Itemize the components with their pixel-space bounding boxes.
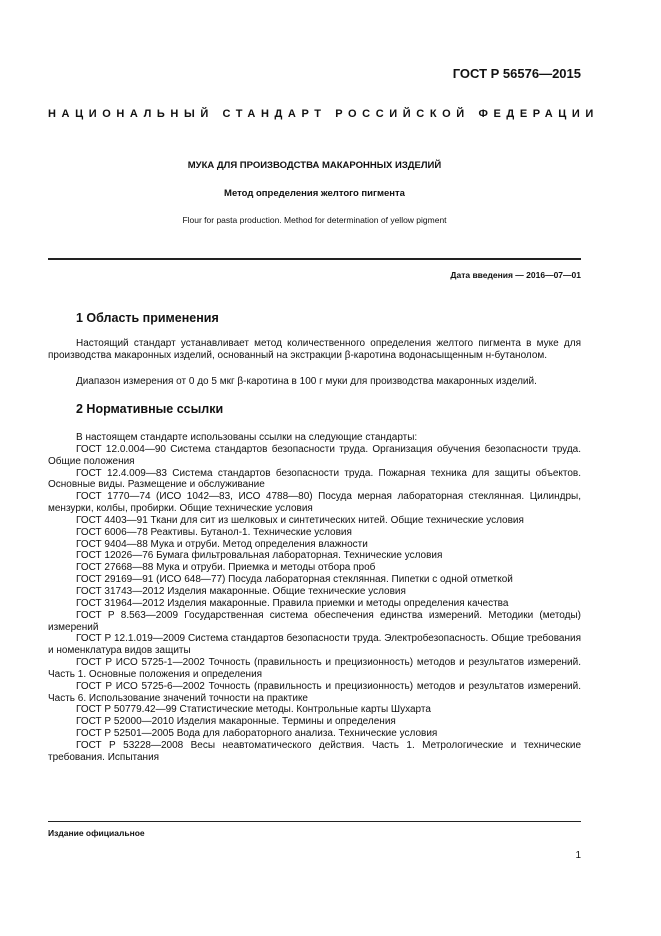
national-standard-title: НАЦИОНАЛЬНЫЙ СТАНДАРТ РОССИЙСКОЙ ФЕДЕРАЦИИ <box>48 108 599 120</box>
reference-item: ГОСТ 29169—91 (ИСО 648—77) Посуда лабораторная стеклянная. Пипетки с одной отметкой <box>76 574 513 586</box>
reference-item: ГОСТ 31964—2012 Изделия макаронные. Правила приемки и методы определения качества <box>76 597 509 609</box>
reference-item: ГОСТ Р 12.1.019—2009 Система стандартов безопасности труда. Электробезопасность. Общие требования и номенклатура видов защиты <box>48 633 581 657</box>
reference-item: ГОСТ 12.0.004—90 Система стандартов безопасности труда. Организация обучения безопасности труда. Общие положения <box>48 443 581 467</box>
document-title: МУКА ДЛЯ ПРОИЗВОДСТВА МАКАРОННЫХ ИЗДЕЛИЙ <box>187 160 442 171</box>
edition-note: Издание официальное <box>48 828 145 838</box>
references-intro: В настоящем стандарте использованы ссылки на следующие стандарты: <box>76 432 418 443</box>
reference-item: ГОСТ 6006—78 Реактивы. Бутанол-1. Технические условия <box>76 526 352 538</box>
reference-item: ГОСТ 27668—88 Мука и отруби. Приемка и методы отбора проб <box>76 562 376 574</box>
reference-item: ГОСТ 4403—91 Ткани для сит из шелковых и синтетических нитей. Общие технические условия <box>76 514 524 526</box>
reference-item: ГОСТ 1770—74 (ИСО 1042—83, ИСО 4788—80) Посуда мерная лабораторная стеклянная. Цилиндры, мензурки, колбы, пробирки. Общие технические условия <box>48 491 581 515</box>
document-subtitle: Метод определения желтого пигмента <box>224 188 405 199</box>
reference-item: ГОСТ 9404—88 Мука и отруби. Метод определения влажности <box>76 538 368 550</box>
reference-item: ГОСТ Р 52000—2010 Изделия макаронные. Термины и определения <box>76 716 396 728</box>
reference-item: ГОСТ 31743—2012 Изделия макаронные. Общие технические условия <box>76 585 406 597</box>
reference-item: ГОСТ Р 53228—2008 Весы неавтоматического действия. Часть 1. Метрологические и технические требования. Испытания <box>48 739 581 763</box>
section-2-heading: 2 Нормативные ссылки <box>76 402 224 416</box>
gost-number: ГОСТ Р 56576—2015 <box>452 66 581 81</box>
reference-item: ГОСТ 12026—76 Бумага фильтровальная лабораторная. Технические условия <box>76 550 443 562</box>
reference-item: ГОСТ 12.4.009—83 Система стандартов безопасности труда. Пожарная техника для защиты объектов. Основные виды. Размещение и обслуживание <box>48 467 581 491</box>
footer-divider <box>48 821 581 822</box>
normative-references <box>48 432 581 764</box>
section-1-heading: 1 Область применения <box>76 311 219 325</box>
reference-item: ГОСТ Р 52501—2005 Вода для лабораторного анализа. Технические условия <box>76 728 438 740</box>
section-1-paragraph-2: Диапазон измерения от 0 до 5 мкг β-каротина в 100 г муки для производства макаронных изделий. <box>76 376 537 387</box>
section-1-paragraph-1: Настоящий стандарт устанавливает метод количественного определения желтого пигмента в муке для производства макаронных изделий, основанный на экстракции β-каротина водонасыщенным н-бутанолом. <box>48 338 581 362</box>
top-divider <box>48 258 581 260</box>
reference-item: ГОСТ Р 50779.42—99 Статистические методы. Контрольные карты Шухарта <box>76 704 431 716</box>
reference-item: ГОСТ Р 8.563—2009 Государственная система обеспечения единства измерений. Методики (методы) измерений <box>48 609 581 633</box>
introduction-date: Дата введения — 2016—07—01 <box>450 270 581 280</box>
reference-item: ГОСТ Р ИСО 5725-6—2002 Точность (правильность и прецизионность) методов и результатов измерений. Часть 6. Использование значений точности на практике <box>48 680 581 704</box>
page-number: 1 <box>575 850 581 861</box>
document-title-english: Flour for pasta production. Method for determination of yellow pigment <box>182 215 447 225</box>
reference-item: ГОСТ Р ИСО 5725-1—2002 Точность (правильность и прецизионность) методов и результатов измерений. Часть 1. Основные положения и определения <box>48 657 581 680</box>
